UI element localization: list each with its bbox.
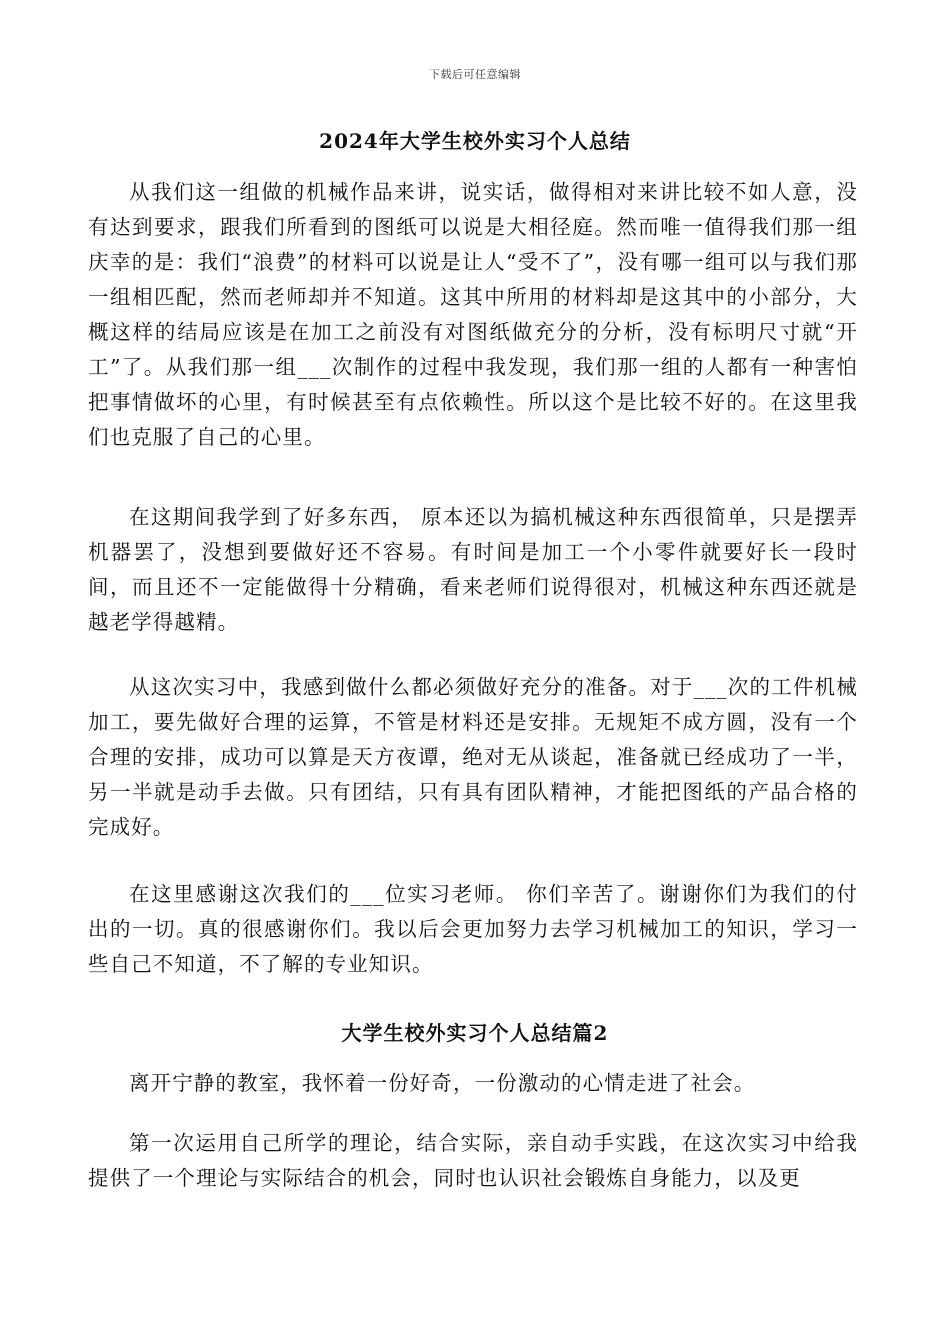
paragraph-1: 从我们这一组做的机械作品来讲，说实话，做得相对来讲比较不如人意，没有达到要求，跟我们所看到的图纸可以说是大相径庭。然而唯一值得我们那一组庆幸的是：我们“浪费”的材料可以说是让人“受不了”，没有哪一组可以与我们那一组相匹配，然而老师却并不知道。这其中所用的材料却是这其中的小部分，大概这样的结局应该是在加工之前没有对图纸做充分的分析，没有标明尺寸就“开工”了。从我们那一组___次制作的过程中我发现，我们那一组的人都有一种害怕把事情做坏的心里，有时候甚至有点依赖性。所以这个是比较不好的。在这里我们也克服了自己的心里。 (88, 180, 858, 449)
section-2-paragraph-2: 第一次运用自己所学的理论，结合实际，亲自动手实践，在这次实习中给我提供了一个理论与实际结合的机会，同时也认识社会锻炼自身能力，以及更 (88, 1131, 858, 1190)
paragraph-2: 在这期间我学到了好多东西， 原本还以为搞机械这种东西很简单，只是摆弄机器罢了，没想到要做好还不容易。有时间是加工一个小零件就要好长一段时间，而且还不一定能做得十分精确，看来老师们说得很对，机械这种东西还就是越老学得越精。 (88, 505, 858, 634)
paragraph-3: 从这次实习中，我感到做什么都必须做好充分的准备。对于___次的工件机械加工，要先做好合理的运算，不管是材料还是安排。无规矩不成方圆，没有一个合理的安排，成功可以算是天方夜谭，绝对无从谈起，准备就已经成功了一半，另一半就是动手去做。只有团结，只有具有团队精神，才能把图纸的产品合格的完成好。 (88, 675, 858, 839)
section-2-title: 大学生校外实习个人总结篇2 (341, 1021, 609, 1045)
document-title: 2024年大学生校外实习个人总结 (319, 129, 631, 153)
header-note: 下载后可任意编辑 (429, 68, 521, 81)
paragraph-4: 在这里感谢这次我们的___位实习老师。 你们辛苦了。谢谢你们为我们的付出的一切。真的很感谢你们。我以后会更加努力去学习机械加工的知识，学习一些自己不知道，不了解的专业知识。 (88, 882, 858, 976)
section-2-paragraph-1: 离开宁静的教室，我怀着一份好奇，一份激动的心情走进了社会。 (129, 1071, 756, 1095)
